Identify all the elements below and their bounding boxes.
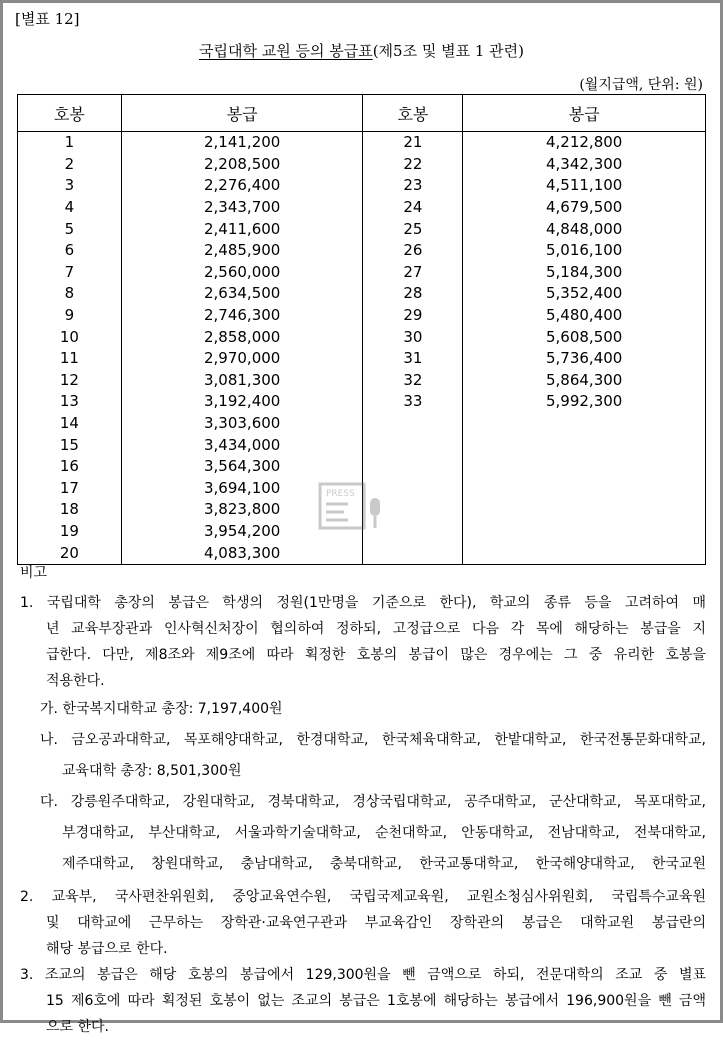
- note-1-da: 다. 강릉원주대학교, 강원대학교, 경북대학교, 경상국립대학교, 공주대학교, 군산대학교, 목포대학교,: [40, 794, 706, 810]
- salary-cell: 4,083,300: [121, 542, 363, 564]
- document-title: [0, 40, 723, 61]
- step-cell: 9: [18, 305, 122, 327]
- salary-cell: 5,992,300: [463, 391, 706, 413]
- salary-cell: 5,016,100: [463, 240, 706, 262]
- salary-cell: 2,746,300: [121, 305, 363, 327]
- note-2-line: 및 대학교에 근무하는 장학관·교육연구관과 부교육감인 장학관의 봉급은 대학교원 봉급란의: [46, 915, 706, 931]
- step-cell: 13: [18, 391, 122, 413]
- step-cell: 33: [363, 391, 463, 413]
- note-1-line: 1. 국립대학 총장의 봉급은 학생의 정원(1만명을 기준으로 한다), 학교의 종류 등을 고려하여 매: [20, 595, 706, 611]
- table-row: [18, 456, 706, 478]
- table-row: [18, 370, 706, 392]
- header-salary: 봉급: [463, 95, 706, 132]
- watermark-text: PRESS: [326, 489, 355, 499]
- header-step: 호봉: [363, 95, 463, 132]
- table-row: [18, 305, 706, 327]
- salary-cell: 3,823,800: [121, 499, 363, 521]
- note-3-line: 15 제6호에 따라 획정된 호봉이 없는 조교의 봉급은 1호봉에 해당하는 봉급에서 196,900원을 뺀 금액: [46, 993, 706, 1009]
- step-cell: 20: [18, 542, 122, 564]
- salary-cell: 2,485,900: [121, 240, 363, 262]
- step-cell: [363, 413, 463, 435]
- salary-cell: 3,434,000: [121, 434, 363, 456]
- salary-cell: 3,081,300: [121, 370, 363, 392]
- note-1-line: 년 교육부장관과 인사혁신처장이 협의하여 정하되, 고정급으로 다음 각 목에 해당하는 봉급을 지: [46, 621, 706, 637]
- step-cell: 3: [18, 175, 122, 197]
- salary-cell: 2,208,500: [121, 154, 363, 176]
- step-cell: 28: [363, 283, 463, 305]
- note-1-line: 적용한다.: [46, 673, 105, 689]
- step-cell: 4: [18, 197, 122, 219]
- step-cell: 30: [363, 326, 463, 348]
- table-row: [18, 434, 706, 456]
- step-cell: 24: [363, 197, 463, 219]
- press-watermark-icon: [318, 482, 388, 532]
- salary-cell: 3,954,200: [121, 521, 363, 543]
- step-cell: [363, 456, 463, 478]
- step-cell: 27: [363, 262, 463, 284]
- step-cell: 1: [18, 132, 122, 154]
- remarks-heading: 비고: [20, 565, 48, 581]
- table-row: [18, 391, 706, 413]
- salary-cell: 2,858,000: [121, 326, 363, 348]
- salary-cell: 2,411,600: [121, 218, 363, 240]
- note-1-na: 나. 금오공과대학교, 목포해양대학교, 한경대학교, 한국체육대학교, 한밭대학교, 한국전통문화대학교,: [40, 732, 706, 748]
- note-1-na: 교육대학 총장: 8,501,300원: [62, 763, 242, 779]
- note-1-ga: 가. 한국복지대학교 총장: 7,197,400원: [40, 701, 283, 717]
- salary-cell: 4,848,000: [463, 218, 706, 240]
- step-cell: 6: [18, 240, 122, 262]
- step-cell: 17: [18, 478, 122, 500]
- table-row: [18, 413, 706, 435]
- step-cell: 26: [363, 240, 463, 262]
- step-cell: 25: [363, 218, 463, 240]
- salary-cell: [463, 456, 706, 478]
- step-cell: [363, 434, 463, 456]
- note-3-line: 3. 조교의 봉급은 해당 호봉의 봉급에서 129,300원을 뺀 금액으로 하되, 전문대학의 조교 중 별표: [20, 967, 706, 983]
- step-cell: 14: [18, 413, 122, 435]
- step-cell: 15: [18, 434, 122, 456]
- salary-cell: 3,192,400: [121, 391, 363, 413]
- salary-cell: 5,864,300: [463, 370, 706, 392]
- salary-cell: 5,184,300: [463, 262, 706, 284]
- step-cell: 19: [18, 521, 122, 543]
- table-row: [18, 262, 706, 284]
- salary-cell: 3,303,600: [121, 413, 363, 435]
- salary-cell: 2,343,700: [121, 197, 363, 219]
- note-1-da: 부경대학교, 부산대학교, 서울과학기술대학교, 순천대학교, 안동대학교, 전남대학교, 전북대학교,: [62, 825, 706, 841]
- table-row: [18, 326, 706, 348]
- note-3-line: 으로 한다.: [46, 1019, 109, 1035]
- salary-cell: 4,342,300: [463, 154, 706, 176]
- step-cell: 32: [363, 370, 463, 392]
- salary-cell: 5,480,400: [463, 305, 706, 327]
- salary-cell: 5,608,500: [463, 326, 706, 348]
- table-row: [18, 240, 706, 262]
- salary-cell: 5,736,400: [463, 348, 706, 370]
- step-cell: 31: [363, 348, 463, 370]
- salary-cell: 2,560,000: [121, 262, 363, 284]
- table-row: [18, 175, 706, 197]
- salary-cell: [463, 434, 706, 456]
- step-cell: 2: [18, 154, 122, 176]
- table-header: [18, 95, 706, 132]
- table-row: [18, 348, 706, 370]
- step-cell: 29: [363, 305, 463, 327]
- step-cell: 22: [363, 154, 463, 176]
- step-cell: 21: [363, 132, 463, 154]
- salary-cell: [463, 478, 706, 500]
- salary-cell: 4,511,100: [463, 175, 706, 197]
- note-1-line: 급한다. 다만, 제8조와 제9조에 따라 획정한 호봉의 봉급이 많은 경우에는 그 중 유리한 호봉을: [46, 647, 706, 663]
- table-row: [18, 154, 706, 176]
- step-cell: 5: [18, 218, 122, 240]
- salary-cell: 3,564,300: [121, 456, 363, 478]
- table-row: [18, 132, 706, 154]
- salary-cell: 5,352,400: [463, 283, 706, 305]
- table-row: [18, 283, 706, 305]
- note-1-da: 제주대학교, 창원대학교, 충남대학교, 충북대학교, 한국교통대학교, 한국해양대학교, 한국교원: [62, 856, 706, 872]
- title-suffix: (제5조 및 별표 1 관련): [372, 42, 524, 60]
- step-cell: 23: [363, 175, 463, 197]
- table-row: [18, 197, 706, 219]
- table-row: [18, 218, 706, 240]
- salary-cell: 2,634,500: [121, 283, 363, 305]
- salary-cell: 2,276,400: [121, 175, 363, 197]
- note-2-line: 2. 교육부, 국사편찬위원회, 중앙교육연수원, 국립국제교육원, 교원소청심사위원회, 국립특수교육원: [20, 889, 706, 905]
- step-cell: 12: [18, 370, 122, 392]
- appendix-label: [별표 12]: [15, 10, 80, 28]
- step-cell: 7: [18, 262, 122, 284]
- header-salary: 봉급: [121, 95, 363, 132]
- note-2-line: 해당 봉급으로 한다.: [46, 941, 168, 957]
- salary-cell: 2,970,000: [121, 348, 363, 370]
- unit-note: (월지급액, 단위: 원): [579, 77, 703, 93]
- step-cell: 10: [18, 326, 122, 348]
- salary-cell: 2,141,200: [121, 132, 363, 154]
- salary-cell: 4,212,800: [463, 132, 706, 154]
- remarks: [20, 562, 706, 1040]
- salary-cell: [463, 521, 706, 543]
- salary-cell: 3,694,100: [121, 478, 363, 500]
- salary-cell: [463, 499, 706, 521]
- salary-cell: [463, 413, 706, 435]
- step-cell: 16: [18, 456, 122, 478]
- title-main: 국립대학 교원 등의 봉급표: [199, 42, 373, 60]
- salary-cell: 4,679,500: [463, 197, 706, 219]
- step-cell: 18: [18, 499, 122, 521]
- step-cell: 8: [18, 283, 122, 305]
- step-cell: 11: [18, 348, 122, 370]
- header-step: 호봉: [18, 95, 122, 132]
